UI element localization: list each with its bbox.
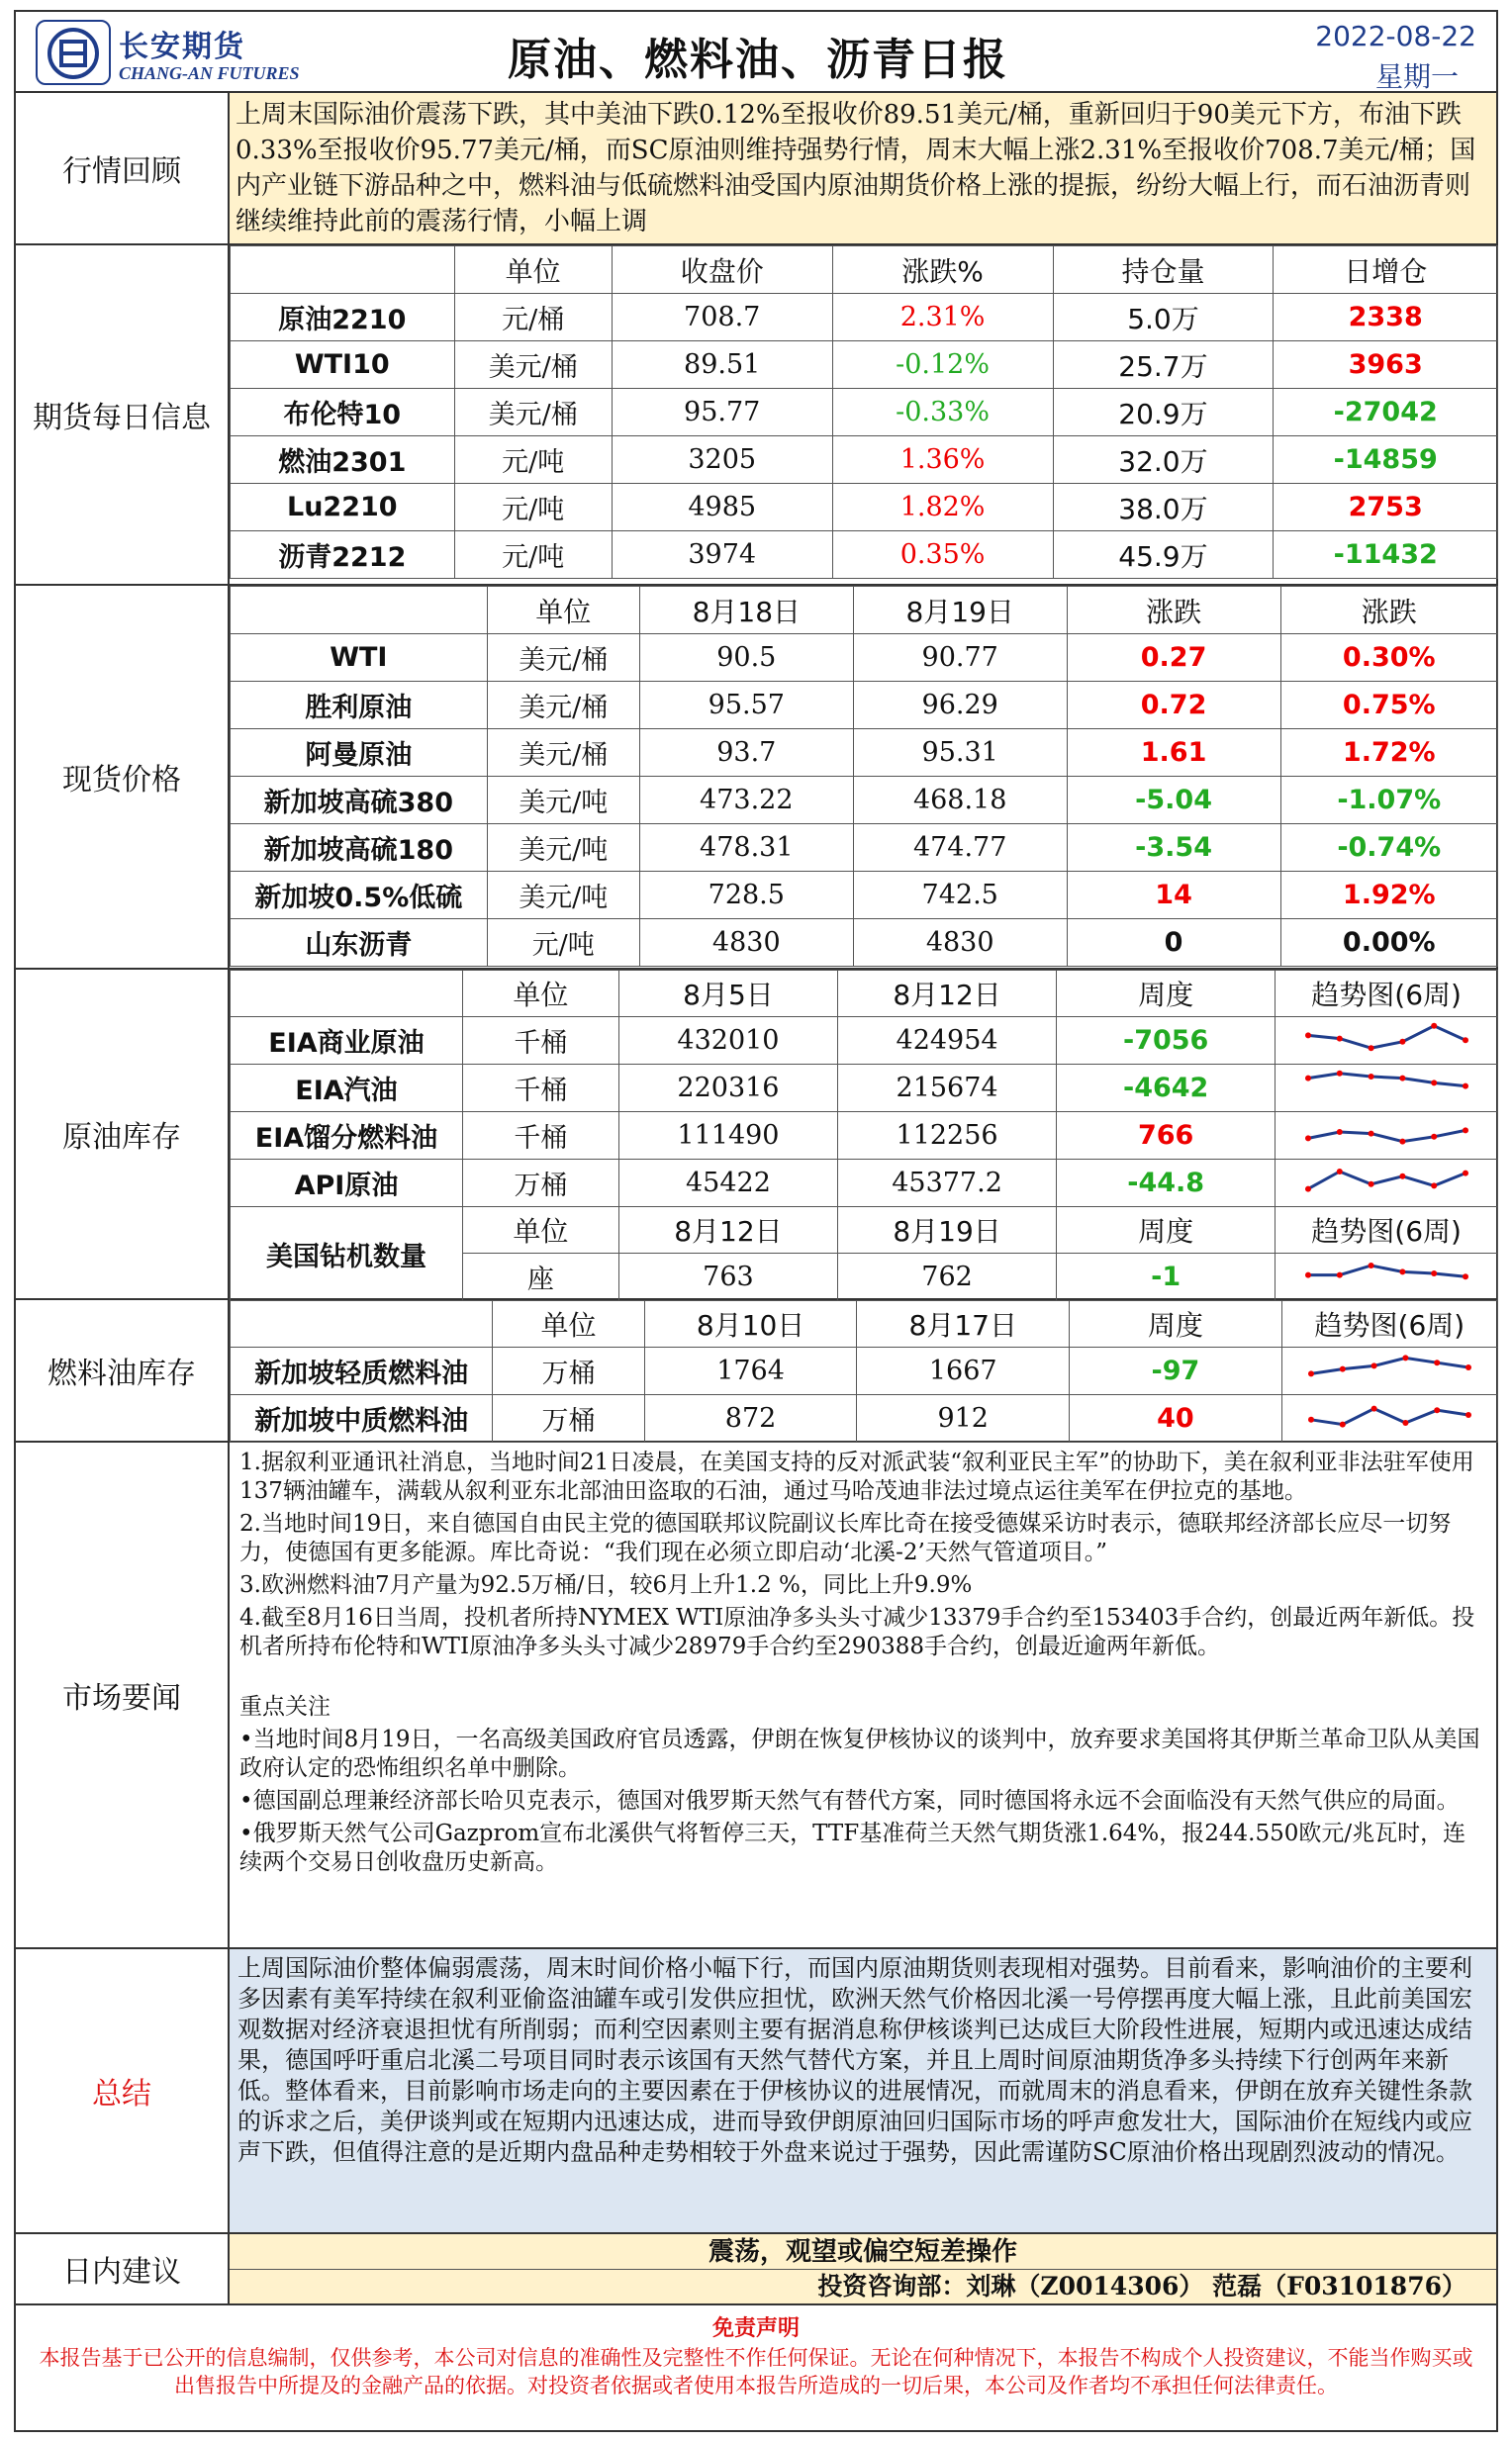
table-cell: 新加坡高硫180 xyxy=(231,824,488,872)
report-date: 2022-08-22 xyxy=(1315,20,1476,52)
table-cell: 468.18 xyxy=(853,777,1067,824)
table-cell: 万桶 xyxy=(493,1395,644,1443)
table-row xyxy=(231,294,1498,341)
column-header: 周度 xyxy=(1057,971,1276,1017)
column-header: 持仓量 xyxy=(1053,246,1274,294)
trend-cell xyxy=(1276,1254,1498,1301)
table-cell: 89.51 xyxy=(612,341,832,389)
sparkline-point xyxy=(1434,1360,1440,1365)
header-row xyxy=(231,587,1498,634)
table-cell: 沥青2212 xyxy=(231,531,455,579)
table-cell: 478.31 xyxy=(639,824,853,872)
table-cell: 新加坡中质燃料油 xyxy=(231,1395,493,1443)
table-cell: 4830 xyxy=(853,919,1067,967)
sparkline-point xyxy=(1399,1139,1405,1145)
sparkline-point xyxy=(1336,1071,1342,1077)
table-row xyxy=(231,824,1498,872)
table-cell: 0.30% xyxy=(1280,634,1497,682)
table-cell: -97 xyxy=(1070,1348,1282,1395)
table-row xyxy=(231,777,1498,824)
table-row xyxy=(231,729,1498,777)
sparkline-point xyxy=(1305,1135,1311,1141)
market-review-section xyxy=(14,93,1498,245)
table-cell: 美元/桶 xyxy=(454,389,612,436)
column-header: 趋势图(6周) xyxy=(1276,1207,1498,1254)
table-cell: -4642 xyxy=(1057,1065,1276,1112)
news-item: 重点关注 xyxy=(239,1694,331,1720)
trend-sparkline xyxy=(1303,1348,1476,1387)
trend-cell xyxy=(1276,1065,1498,1112)
section-label: 期货每日信息 xyxy=(16,245,230,584)
column-header: 8月5日 xyxy=(618,971,837,1017)
column-header: 8月10日 xyxy=(644,1301,857,1348)
table-cell: 1.92% xyxy=(1280,872,1497,919)
table-cell: 708.7 xyxy=(612,294,832,341)
table-row xyxy=(231,484,1498,531)
table-cell: 763 xyxy=(618,1254,837,1301)
summary-paragraph: 上周国际油价整体偏弱震荡，周末时间价格小幅下行，而国内原油期货则表现相对强势。目前看来，影响油价的主要利多因素有美军持续在叙利亚偷盗油罐车或引发供应担忧，欧洲天然气价格因北溪一号停摆再度大幅上涨，且此前美国宏观数据对经济衰退担忧有所削弱；而利空因素则主要有据消息称伊核谈判已达成巨大阶段性进展，短期内或迅速达成结果，德国呼吁重启北溪二号项目同时表示该国有天然气替代方案，并且上周时间原油期货净多头持续下行创两年来新低。整体看来，目前影响市场走向的主要因素在于伊核协议的进展情况，而就周末的消息看来，伊朗在放弃关键性条款的诉求之后，美伊谈判或在短期内迅速达成，进而导致伊朗原油回归国际市场的呼声愈发壮大，国际油价在短线内或应声下跌，但值得注意的是近期内盘品种走势相较于外盘来说过于强势，因此需谨防SC原油价格出现剧烈波动的情况。 xyxy=(237,1954,1472,2166)
column-header: 收盘价 xyxy=(612,246,832,294)
sparkline-point xyxy=(1431,1134,1437,1140)
table-cell: 新加坡高硫380 xyxy=(231,777,488,824)
column-header: 涨跌% xyxy=(832,246,1053,294)
trend-sparkline xyxy=(1300,1112,1473,1152)
table-cell: 728.5 xyxy=(639,872,853,919)
table-cell: 3974 xyxy=(612,531,832,579)
table-cell: 燃油2301 xyxy=(231,436,455,484)
fuel-inventory-table xyxy=(230,1300,1498,1443)
news-item: 3.欧洲燃料油7月产量为92.5万桶/日，较6月上升1.2 %，同比上升9.9% xyxy=(239,1572,973,1598)
header-row xyxy=(231,1301,1498,1348)
sparkline-point xyxy=(1340,1366,1346,1372)
sparkline-line xyxy=(1308,1172,1465,1189)
table-row xyxy=(231,389,1498,436)
table-cell: 14 xyxy=(1067,872,1280,919)
table-row xyxy=(231,919,1498,967)
table-cell: EIA汽油 xyxy=(231,1065,463,1112)
table-cell: 胜利原油 xyxy=(231,682,488,729)
section-label: 总结 xyxy=(16,1949,230,2232)
news-item: •德国副总理兼经济部长哈贝克表示，德国对俄罗斯天然气有替代方案，同时德国将永远不会面临没有天然气供应的局面。 xyxy=(239,1788,1460,1814)
table-row xyxy=(231,1017,1498,1065)
table-cell: 2.31% xyxy=(832,294,1053,341)
table-cell: 766 xyxy=(1057,1112,1276,1160)
column-header: 8月18日 xyxy=(639,587,853,634)
sparkline-point xyxy=(1463,1083,1468,1089)
sparkline-point xyxy=(1336,1169,1342,1174)
column-header: 8月12日 xyxy=(618,1207,837,1254)
table-cell: 千桶 xyxy=(462,1112,618,1160)
sparkline-point xyxy=(1368,1181,1373,1187)
table-row xyxy=(231,1160,1498,1207)
table-cell: 美元/吨 xyxy=(487,824,639,872)
crude-inventory-table xyxy=(230,970,1498,1301)
table-cell: 1.61 xyxy=(1067,729,1280,777)
sparkline-line xyxy=(1311,1358,1468,1373)
table-cell: 220316 xyxy=(618,1065,837,1112)
section-label: 原油库存 xyxy=(16,970,230,1298)
summary-text xyxy=(230,1949,1496,2232)
sparkline-point xyxy=(1399,1076,1405,1081)
sparkline-point xyxy=(1336,1036,1342,1042)
table-cell: 90.77 xyxy=(853,634,1067,682)
table-cell: -0.12% xyxy=(832,341,1053,389)
table-cell: 美元/桶 xyxy=(487,682,639,729)
table-cell: -0.74% xyxy=(1280,824,1497,872)
disclaimer-text: 本报告基于已公开的信息编制，仅供参考，本公司对信息的准确性及完整性不作任何保证。无论在何种情况下，本报告不构成个人投资建议，不能当作购买或出售报告中所提及的金融产品的依据。对投资者依据或者使用本报告所造成的一切后果，本公司及作者均不承担任何法律责任。 xyxy=(39,2346,1473,2397)
table-cell: 742.5 xyxy=(853,872,1067,919)
sparkline-point xyxy=(1305,1272,1311,1278)
table-row xyxy=(231,1395,1498,1443)
table-cell: 美元/吨 xyxy=(487,872,639,919)
table-cell: 38.0万 xyxy=(1053,484,1274,531)
table-cell: 0.27 xyxy=(1067,634,1280,682)
column-header: 8月17日 xyxy=(857,1301,1070,1348)
table-cell: 3963 xyxy=(1274,341,1498,389)
table-row xyxy=(231,872,1498,919)
section-label: 市场要闻 xyxy=(16,1443,230,1947)
fuel-inventory-section xyxy=(14,1300,1498,1443)
trend-cell xyxy=(1281,1348,1497,1395)
table-cell: 32.0万 xyxy=(1053,436,1274,484)
table-cell: 美元/吨 xyxy=(487,777,639,824)
news-item: •俄罗斯天然气公司Gazprom宣布北溪供气将暂停三天，TTF基准荷兰天然气期货涨1.64%，报244.550欧元/兆瓦时，连续两个交易日创收盘历史新高。 xyxy=(239,1821,1466,1875)
column-header: 单位 xyxy=(462,971,618,1017)
table-cell: -1.07% xyxy=(1280,777,1497,824)
sparkline-point xyxy=(1463,1171,1468,1176)
table-cell: 元/吨 xyxy=(454,531,612,579)
news-section xyxy=(14,1443,1498,1949)
table-cell: 474.77 xyxy=(853,824,1067,872)
column-header: 单位 xyxy=(462,1207,618,1254)
disclaimer xyxy=(14,2305,1498,2432)
company-name-en: CHANG-AN FUTURES xyxy=(119,63,300,83)
table-cell: 95.31 xyxy=(853,729,1067,777)
sparkline-point xyxy=(1368,1263,1373,1268)
table-cell: EIA商业原油 xyxy=(231,1017,463,1065)
report-weekday: 星期一 xyxy=(1374,60,1459,93)
column-header xyxy=(231,971,463,1017)
table-cell: 872 xyxy=(644,1395,857,1443)
table-cell: 95.77 xyxy=(612,389,832,436)
sparkline-point xyxy=(1305,1076,1311,1081)
section-label: 现货价格 xyxy=(16,586,230,968)
rig-header-row xyxy=(231,1207,1498,1254)
table-cell: 1764 xyxy=(644,1348,857,1395)
column-header: 周度 xyxy=(1070,1301,1282,1348)
table-cell: 千桶 xyxy=(462,1017,618,1065)
table-row xyxy=(231,436,1498,484)
table-cell: 美元/桶 xyxy=(487,634,639,682)
trend-sparkline xyxy=(1300,1160,1473,1199)
table-cell: 93.7 xyxy=(639,729,853,777)
sparkline-point xyxy=(1340,1422,1346,1428)
crude-inventory-section xyxy=(14,970,1498,1300)
table-cell: -14859 xyxy=(1274,436,1498,484)
sparkline-point xyxy=(1308,1370,1314,1376)
table-row xyxy=(231,1065,1498,1112)
table-cell: 95.57 xyxy=(639,682,853,729)
table-row xyxy=(231,531,1498,579)
trend-sparkline xyxy=(1303,1395,1476,1435)
table-cell: -3.54 xyxy=(1067,824,1280,872)
column-header: 趋势图(6周) xyxy=(1281,1301,1497,1348)
summary-section xyxy=(14,1949,1498,2234)
table-row xyxy=(231,1112,1498,1160)
column-header: 单位 xyxy=(454,246,612,294)
column-header xyxy=(231,1301,493,1348)
company-name-cn: 长安期货 xyxy=(119,30,245,64)
table-cell: 布伦特10 xyxy=(231,389,455,436)
advice-section xyxy=(14,2234,1498,2305)
trend-sparkline xyxy=(1300,1254,1473,1293)
table-cell: 90.5 xyxy=(639,634,853,682)
news-item: 1.据叙利亚通讯社消息，当地时间21日凌晨，在美国支持的反对派武装“叙利亚民主军”的协助下，美在叙利亚非法驻军使用137辆油罐车，满载从叙利亚东北部油田盗取的石油，通过马哈茂迪非法过境点运往美军在伊拉克的基地。 xyxy=(239,1450,1474,1504)
sparkline-point xyxy=(1368,1045,1373,1051)
table-cell: 473.22 xyxy=(639,777,853,824)
table-cell: 山东沥青 xyxy=(231,919,488,967)
table-cell: 万桶 xyxy=(493,1348,644,1395)
table-cell: 912 xyxy=(857,1395,1070,1443)
sparkline-point xyxy=(1370,1406,1376,1412)
table-row xyxy=(231,1348,1498,1395)
sparkline-point xyxy=(1465,1412,1471,1418)
disclaimer-title: 免责声明 xyxy=(711,2315,800,2341)
table-cell: 元/桶 xyxy=(454,294,612,341)
table-cell: 112256 xyxy=(838,1112,1057,1160)
spot-table xyxy=(230,586,1498,967)
sparkline-point xyxy=(1308,1417,1314,1423)
trend-cell xyxy=(1276,1017,1498,1065)
table-cell: Lu2210 xyxy=(231,484,455,531)
column-header xyxy=(231,587,488,634)
trend-cell xyxy=(1281,1395,1497,1443)
spot-section xyxy=(14,586,1498,970)
column-header: 日增仓 xyxy=(1274,246,1498,294)
table-cell: 元/吨 xyxy=(487,919,639,967)
report-header xyxy=(14,10,1498,93)
sparkline-point xyxy=(1399,1039,1405,1045)
column-header: 8月12日 xyxy=(838,971,1057,1017)
table-cell: 阿曼原油 xyxy=(231,729,488,777)
section-label: 日内建议 xyxy=(16,2234,230,2303)
advice-contact: 投资咨询部：刘琳（Z0014306） 范磊（F03101876） xyxy=(230,2270,1496,2303)
sparkline-point xyxy=(1431,1270,1437,1276)
table-cell: 96.29 xyxy=(853,682,1067,729)
table-cell: 25.7万 xyxy=(1053,341,1274,389)
sparkline-point xyxy=(1463,1127,1468,1133)
column-header: 8月19日 xyxy=(838,1207,1057,1254)
table-cell: 0.35% xyxy=(832,531,1053,579)
sparkline-point xyxy=(1402,1355,1408,1361)
table-cell: 1.36% xyxy=(832,436,1053,484)
sparkline-point xyxy=(1402,1420,1408,1426)
sparkline-point xyxy=(1336,1272,1342,1278)
sparkline-line xyxy=(1308,1026,1465,1048)
advice-text: 震荡，观望或偏空短差操作 xyxy=(230,2234,1496,2270)
trend-sparkline xyxy=(1300,1065,1473,1104)
table-cell: 新加坡轻质燃料油 xyxy=(231,1348,493,1395)
news-item: 2.当地时间19日，来自德国自由民主党的德国联邦议院副议长库比奇在接受德媒采访时表示，德联邦经济部长应尽一切努力，使德国有更多能源。库比奇说：“我们现在必须立即启动‘北溪-2’天然气管道项目。” xyxy=(239,1511,1452,1565)
table-cell: 111490 xyxy=(618,1112,837,1160)
table-cell: 美元/桶 xyxy=(454,341,612,389)
trend-sparkline xyxy=(1300,1017,1473,1057)
table-cell: 1667 xyxy=(857,1348,1070,1395)
table-cell: 1.72% xyxy=(1280,729,1497,777)
table-cell: 座 xyxy=(462,1254,618,1301)
table-cell: 0.00% xyxy=(1280,919,1497,967)
sparkline-point xyxy=(1463,1273,1468,1279)
table-cell: EIA馏分燃料油 xyxy=(231,1112,463,1160)
trend-cell xyxy=(1276,1112,1498,1160)
column-header: 8月19日 xyxy=(853,587,1067,634)
table-cell: WTI10 xyxy=(231,341,455,389)
table-cell: 0.72 xyxy=(1067,682,1280,729)
sparkline-point xyxy=(1399,1174,1405,1179)
futures-table xyxy=(230,245,1498,579)
table-cell: -5.04 xyxy=(1067,777,1280,824)
table-row xyxy=(231,341,1498,389)
table-cell: -44.8 xyxy=(1057,1160,1276,1207)
table-cell: 0 xyxy=(1067,919,1280,967)
sparkline-point xyxy=(1368,1131,1373,1137)
sparkline-point xyxy=(1336,1129,1342,1135)
table-row xyxy=(231,634,1498,682)
sparkline-line xyxy=(1308,1074,1465,1086)
table-cell: 20.9万 xyxy=(1053,389,1274,436)
table-cell: 元/吨 xyxy=(454,436,612,484)
table-cell: 2338 xyxy=(1274,294,1498,341)
table-cell: -7056 xyxy=(1057,1017,1276,1065)
table-cell: 215674 xyxy=(838,1065,1057,1112)
table-cell: 千桶 xyxy=(462,1065,618,1112)
report-title: 原油、燃料油、沥青日报 xyxy=(508,35,1008,85)
table-cell: 万桶 xyxy=(462,1160,618,1207)
review-paragraph: 上周末国际油价震荡下跌，其中美油下跌0.12%至报收价89.51美元/桶，重新回归于90美元下方，布油下跌0.33%至报收价95.77美元/桶，而SC原油则维持强势行情，周末大幅上涨2.31%至报收价708.7美元/桶；国内产业链下游品种之中，燃料油与低硫燃料油受国内原油期货价格上涨的提振，纷纷大幅上行，而石油沥青则继续维持此前的震荡行情，小幅上调 xyxy=(236,100,1476,236)
column-header xyxy=(231,246,455,294)
market-review-text xyxy=(230,93,1496,243)
table-cell: API原油 xyxy=(231,1160,463,1207)
advice-content xyxy=(230,2234,1496,2303)
column-header: 单位 xyxy=(487,587,639,634)
table-cell: 新加坡0.5%低硫 xyxy=(231,872,488,919)
table-cell: 424954 xyxy=(838,1017,1057,1065)
sparkline-point xyxy=(1465,1364,1471,1370)
column-header: 涨跌 xyxy=(1280,587,1497,634)
table-row xyxy=(231,682,1498,729)
table-cell: 45.9万 xyxy=(1053,531,1274,579)
sparkline-point xyxy=(1431,1023,1437,1029)
table-cell: 原油2210 xyxy=(231,294,455,341)
column-header: 趋势图(6周) xyxy=(1276,971,1498,1017)
table-cell: 0.75% xyxy=(1280,682,1497,729)
table-cell: 4985 xyxy=(612,484,832,531)
trend-cell xyxy=(1276,1160,1498,1207)
column-header: 涨跌 xyxy=(1067,587,1280,634)
sparkline-point xyxy=(1305,1186,1311,1192)
column-header: 周度 xyxy=(1057,1207,1276,1254)
table-cell: 432010 xyxy=(618,1017,837,1065)
section-label: 燃料油库存 xyxy=(16,1300,230,1441)
news-item: 4.截至8月16日当周，投机者所持NYMEX WTI原油净多头头寸减少13379手合约至153403手合约，创最近两年新低。投机者所持布伦特和WTI原油净多头头寸减少28979手合约至290388手合约，创最近逾两年新低。 xyxy=(239,1605,1475,1659)
sparkline-line xyxy=(1311,1409,1468,1425)
table-cell: 美元/桶 xyxy=(487,729,639,777)
table-cell: -27042 xyxy=(1274,389,1498,436)
section-label: 行情回顾 xyxy=(16,93,230,243)
table-cell: 45422 xyxy=(618,1160,837,1207)
news-content xyxy=(230,1443,1496,1947)
sparkline-line xyxy=(1308,1130,1465,1141)
rig-count-label: 美国钻机数量 xyxy=(231,1207,463,1301)
header-row xyxy=(231,246,1498,294)
table-cell: -11432 xyxy=(1274,531,1498,579)
sparkline-point xyxy=(1399,1268,1405,1274)
table-cell: 45377.2 xyxy=(838,1160,1057,1207)
futures-section xyxy=(14,245,1498,586)
sparkline-point xyxy=(1368,1074,1373,1080)
sparkline-point xyxy=(1431,1080,1437,1085)
table-cell: 40 xyxy=(1070,1395,1282,1443)
table-cell: WTI xyxy=(231,634,488,682)
table-cell: 5.0万 xyxy=(1053,294,1274,341)
sparkline-point xyxy=(1434,1407,1440,1413)
header-row xyxy=(231,971,1498,1017)
news-item: •当地时间8月19日，一名高级美国政府官员透露，伊朗在恢复伊核协议的谈判中，放弃要求美国将其伊斯兰革命卫队从美国政府认定的恐怖组织名单中删除。 xyxy=(239,1727,1480,1781)
table-cell: 762 xyxy=(838,1254,1057,1301)
sparkline-point xyxy=(1431,1182,1437,1188)
table-cell: 2753 xyxy=(1274,484,1498,531)
table-cell: 1.82% xyxy=(832,484,1053,531)
sparkline-point xyxy=(1370,1362,1376,1368)
table-cell: 4830 xyxy=(639,919,853,967)
table-cell: 元/吨 xyxy=(454,484,612,531)
table-cell: -1 xyxy=(1057,1254,1276,1301)
table-cell: -0.33% xyxy=(832,389,1053,436)
table-cell: 3205 xyxy=(612,436,832,484)
sparkline-point xyxy=(1305,1032,1311,1038)
sparkline-line xyxy=(1308,1266,1465,1276)
sparkline-point xyxy=(1463,1037,1468,1043)
column-header: 单位 xyxy=(493,1301,644,1348)
